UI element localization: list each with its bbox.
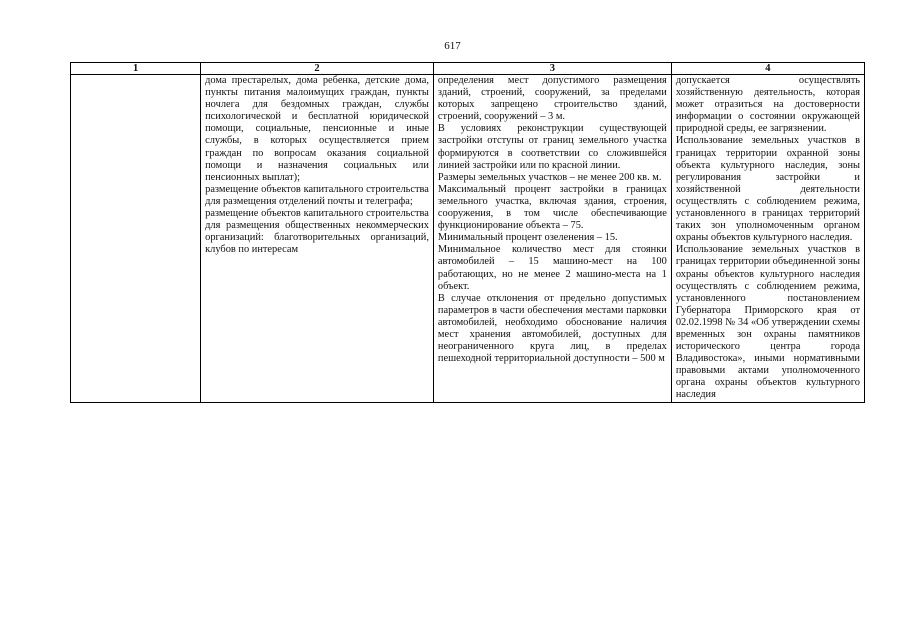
cell-col1 (71, 75, 201, 403)
page-number: 617 (444, 40, 461, 52)
column-header-4: 4 (671, 63, 864, 75)
column-header-2: 2 (201, 63, 434, 75)
col2-paragraph-3: размещение объектов капитального строительства для размещения общественных некоммерческих организаций: благотворительных организаций, клубов по интересам (205, 208, 429, 256)
col3-paragraph-6: Минимальное количество мест для стоянки автомобилей – 15 машино-мест на 100 работающих, но не менее 2 машино-места на 1 объект. (437, 244, 667, 292)
regulations-table (70, 62, 865, 403)
col3-paragraph-4: Максимальный процент застройки в границах земельного участка, включая здания, строения, сооружения, в том числе обеспечивающие функционирование объекта – 75. (437, 183, 667, 232)
col3-paragraph-3: Размеры земельных участков – не менее 200 кв. м. (437, 171, 662, 183)
col2-paragraph-2: размещение объектов капитального строительства для размещения отделений почты и телеграфа; (205, 183, 429, 207)
table-header-row (71, 63, 865, 75)
col3-paragraph-1: определения мест допустимого размещения зданий, строений, сооружений, за пределами которых запрещено строительство зданий, строений, сооружений – 3 м. (437, 75, 667, 123)
col4-paragraph-3: Использование земельных участков в границах территории объединенной зоны охраны объектов культурного наследия осуществлять с соблюдением режима, установленного постановлением Губернатора Приморского края от 02.02.1998 № 34 «Об утверждении схемы временных зон охраны памятников исторического центра города Владивостока», иными нормативными правовыми актами уполномоченного органа охраны объектов культурного наследия (675, 244, 860, 401)
col3-paragraph-7: В случае отклонения от предельно допустимых параметров в части обеспечения местами парковки автомобилей, необходимо обоснование наличия мест хранения автомобилей, доступных для неограниченного круга лиц, в пределах пешеходной территориальной доступности – 500 м (437, 292, 667, 365)
column-header-1: 1 (71, 63, 201, 75)
col3-paragraph-2: В условиях реконструкции существующей застройки отступы от границ земельного участка формируются в соответствии со сложившейся линией застройки или по красной линии. (437, 123, 667, 171)
table-row (71, 75, 865, 403)
col4-paragraph-1: допускается осуществлять хозяйственную деятельность, которая может отразиться на достоверности информации о состоянии окружающей природной среды, ее загрязнении. (675, 75, 860, 135)
col2-paragraph-1: дома престарелых, дома ребенка, детские дома, пункты питания малоимущих граждан, пункты ночлега для бездомных граждан, службы психологической и бесплатной юридической помощи, социальные, пенсионные и иные службы, в которых осуществляется прием граждан по вопросам оказания социальной помощи и назначения социальных или пенсионных выплат); (205, 75, 429, 183)
col4-paragraph-2: Использование земельных участков в границах территории охранной зоны объекта культурного наследия, зоны регулирования застройки и хозяйственной деятельности осуществлять с соблюдением режима, установленного в границах территорий таких зон уполномоченным органом охраны объектов культурного наследия. (675, 135, 860, 244)
column-header-3: 3 (433, 63, 671, 75)
cell-col2 (201, 75, 434, 403)
col3-paragraph-5: Минимальный процент озеленения – 15. (437, 232, 618, 244)
cell-col3 (433, 75, 671, 403)
cell-col4 (671, 75, 864, 403)
